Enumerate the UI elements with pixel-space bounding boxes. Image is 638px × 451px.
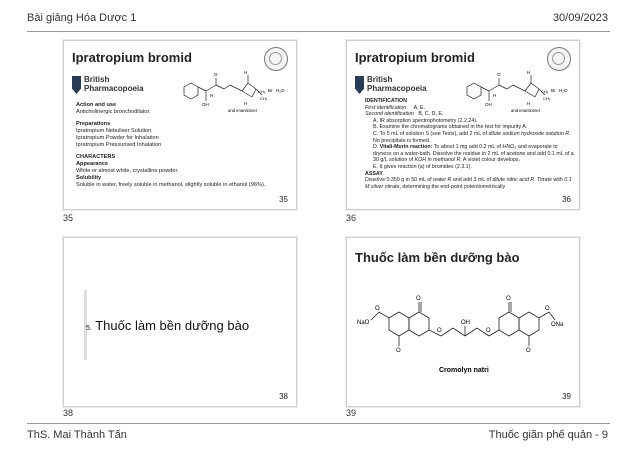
- test-d-koh: KOH in methanol R: [414, 157, 461, 164]
- atom-h1: H: [527, 70, 531, 75]
- footer-rule: [27, 423, 610, 424]
- atom-br: Br: [551, 88, 556, 93]
- bp-line1: British: [367, 75, 393, 84]
- test-d-text2: and evaporate to dryness on a water-bath. Dissolve the residue in 2 mL of: [373, 144, 558, 157]
- bp-shield-icon: [355, 76, 364, 94]
- atom-o5: O: [396, 348, 401, 354]
- test-e: E. It gives reaction (a) of bromides (2.3.1).: [373, 163, 472, 170]
- atom-o: O: [214, 72, 218, 77]
- slide-caption-36: 36: [346, 213, 357, 223]
- section-title: Thuốc làm bền dưỡng bào: [95, 318, 250, 333]
- slide-page-number: 36: [562, 195, 571, 204]
- test-d-name: Vitali-Morin reaction:: [379, 144, 433, 151]
- second-identification-value: B, C, D, E.: [418, 111, 444, 118]
- compound-name: Cromolyn natri: [439, 367, 489, 374]
- atom-o7: O: [437, 328, 442, 334]
- slide-35[interactable]: [63, 40, 297, 210]
- slide-page-number: 35: [279, 195, 288, 204]
- test-d-reagent: HNO₃: [502, 144, 517, 151]
- first-identification-value: A, E.: [413, 104, 426, 111]
- slide-36[interactable]: [346, 40, 580, 210]
- atom-oh: OH: [485, 102, 492, 107]
- slide-title: Thuốc làm bền dưỡng bào: [355, 250, 520, 265]
- header-date: 30/09/2023: [552, 12, 608, 24]
- test-c-reagent: dilute sodium hydroxide: [488, 130, 545, 137]
- bp-logo: [355, 75, 427, 97]
- footer-author: ThS. Mai Thành Tấn: [27, 429, 127, 441]
- test-d-result: . A violet colour develops.: [460, 157, 521, 164]
- atom-o6: O: [526, 348, 531, 354]
- atom-ch3b: CH₃: [543, 96, 551, 101]
- atom-o2: O: [506, 296, 511, 302]
- atom-h2: H: [493, 93, 497, 98]
- atom-h1: H: [244, 70, 248, 75]
- atom-nao: NaO: [357, 320, 370, 326]
- atom-ch3a: CH₃: [541, 89, 549, 94]
- assay-text: [365, 177, 575, 190]
- atom-oh: OH: [461, 320, 470, 326]
- test-d-text: To about 1 mg add 0.2 mL of: [433, 144, 502, 151]
- preparation-item: Ipratropium Pressurised Inhalation: [76, 142, 162, 148]
- test-a: A. IR absorption spectrophotometry (2.2.24).: [373, 117, 478, 124]
- atom-ona: ONa: [551, 322, 564, 328]
- assay-t2: and add 3 mL of: [452, 177, 491, 184]
- assay-t4: , determining the end-point potentiometrically: [399, 183, 506, 190]
- footer-topic: Thuốc giãn phế quản - 9: [488, 429, 608, 441]
- atom-o4: O: [545, 306, 550, 312]
- bp-line1: British: [84, 75, 110, 84]
- assay-t1: Dissolve 0.350 g in 50 mL of: [365, 177, 432, 184]
- atom-oh: OH: [202, 102, 209, 107]
- atom-h2o: H₂O: [276, 88, 285, 93]
- header-left: Bài giảng Hóa Dược 1: [27, 12, 137, 24]
- enantiomer-label: and enantiomer: [228, 108, 258, 113]
- atom-ch3a: CH₃: [258, 89, 266, 94]
- solubility-heading: Solubility: [76, 175, 102, 181]
- slide-body: [76, 102, 288, 189]
- solubility-text: Soluble in water, freely soluble in methanol, slightly soluble in ethanol (96%).: [76, 182, 266, 188]
- characters-heading: CHARACTERS: [76, 154, 116, 160]
- assay-acid: dilute nitric acid R: [492, 177, 535, 184]
- preparation-item: Ipratropium Powder for Inhalation: [76, 135, 159, 141]
- atom-o3: O: [375, 306, 380, 312]
- atom-o8: O: [486, 328, 491, 334]
- atom-o: O: [497, 72, 501, 77]
- assay-water: water R: [433, 177, 452, 184]
- cromolyn-structure: [355, 288, 573, 388]
- slide-title: Ipratropium bromid: [72, 50, 192, 65]
- action-heading: Action and use: [76, 102, 117, 108]
- atom-br: Br: [268, 88, 273, 93]
- slide-body: [365, 98, 575, 190]
- test-d: [365, 144, 575, 164]
- test-c: [365, 131, 575, 144]
- slide-caption-39: 39: [346, 408, 357, 418]
- test-d-text3: and add 0.1 mL of a 30 g/L solution of: [373, 150, 574, 164]
- test-c-solution: solution R: [545, 130, 570, 137]
- assay-silver: 0.1 M silver nitrate: [365, 177, 572, 190]
- bp-line2: Pharmacopoeia: [367, 84, 427, 93]
- bp-shield-icon: [72, 76, 81, 94]
- preparation-item: Ipratropium Nebuliser Solution: [76, 128, 152, 134]
- slide-title: Ipratropium bromid: [355, 50, 475, 65]
- bp-logo: [72, 75, 144, 97]
- action-text: Anticholinergic bronchodilator.: [76, 109, 151, 115]
- slide-caption-35: 35: [63, 213, 74, 223]
- appearance-text: White or almost white, crystalline powder.: [76, 168, 179, 174]
- identification-heading: IDENTIFICATION: [365, 98, 407, 104]
- slide-page-number: 39: [562, 392, 571, 401]
- atom-h3: H: [244, 101, 248, 106]
- slide-page-number: 38: [279, 392, 288, 401]
- assay-heading: ASSAY: [365, 170, 383, 177]
- enantiomer-label: and enantiomer: [511, 108, 541, 113]
- test-c-text: C. To 5 mL of solution S (see Tests), add 2 mL of: [373, 130, 487, 137]
- slide-caption-38: 38: [63, 408, 74, 418]
- atom-h2o: H₂O: [559, 88, 568, 93]
- test-c-result: . No precipitate is formed.: [373, 130, 571, 144]
- atom-ch3b: CH₃: [260, 96, 268, 101]
- first-identification: [365, 105, 575, 112]
- second-identification-label: Second identification: [365, 111, 414, 118]
- test-b: B. Examine the chromatograms obtained in the test for impurity A.: [373, 124, 528, 131]
- preparations-heading: Preparations: [76, 121, 111, 127]
- slide-38[interactable]: [63, 237, 297, 407]
- section-number: 5.: [86, 325, 92, 332]
- atom-h3: H: [527, 101, 531, 106]
- slide-39[interactable]: [346, 237, 580, 407]
- first-identification-label: First identification: [365, 104, 407, 111]
- atom-h2: H: [210, 93, 214, 98]
- test-d-acetone: acetone: [506, 150, 526, 157]
- test-d-letter: D.: [373, 144, 379, 151]
- appearance-heading: Appearance: [76, 161, 109, 167]
- slide-heading: [86, 318, 249, 333]
- bp-line2: Pharmacopoeia: [84, 84, 144, 93]
- second-identification: [365, 111, 575, 118]
- assay-t3: . Titrate with: [534, 177, 563, 184]
- atom-o1: O: [416, 296, 421, 302]
- header-rule: [27, 31, 610, 32]
